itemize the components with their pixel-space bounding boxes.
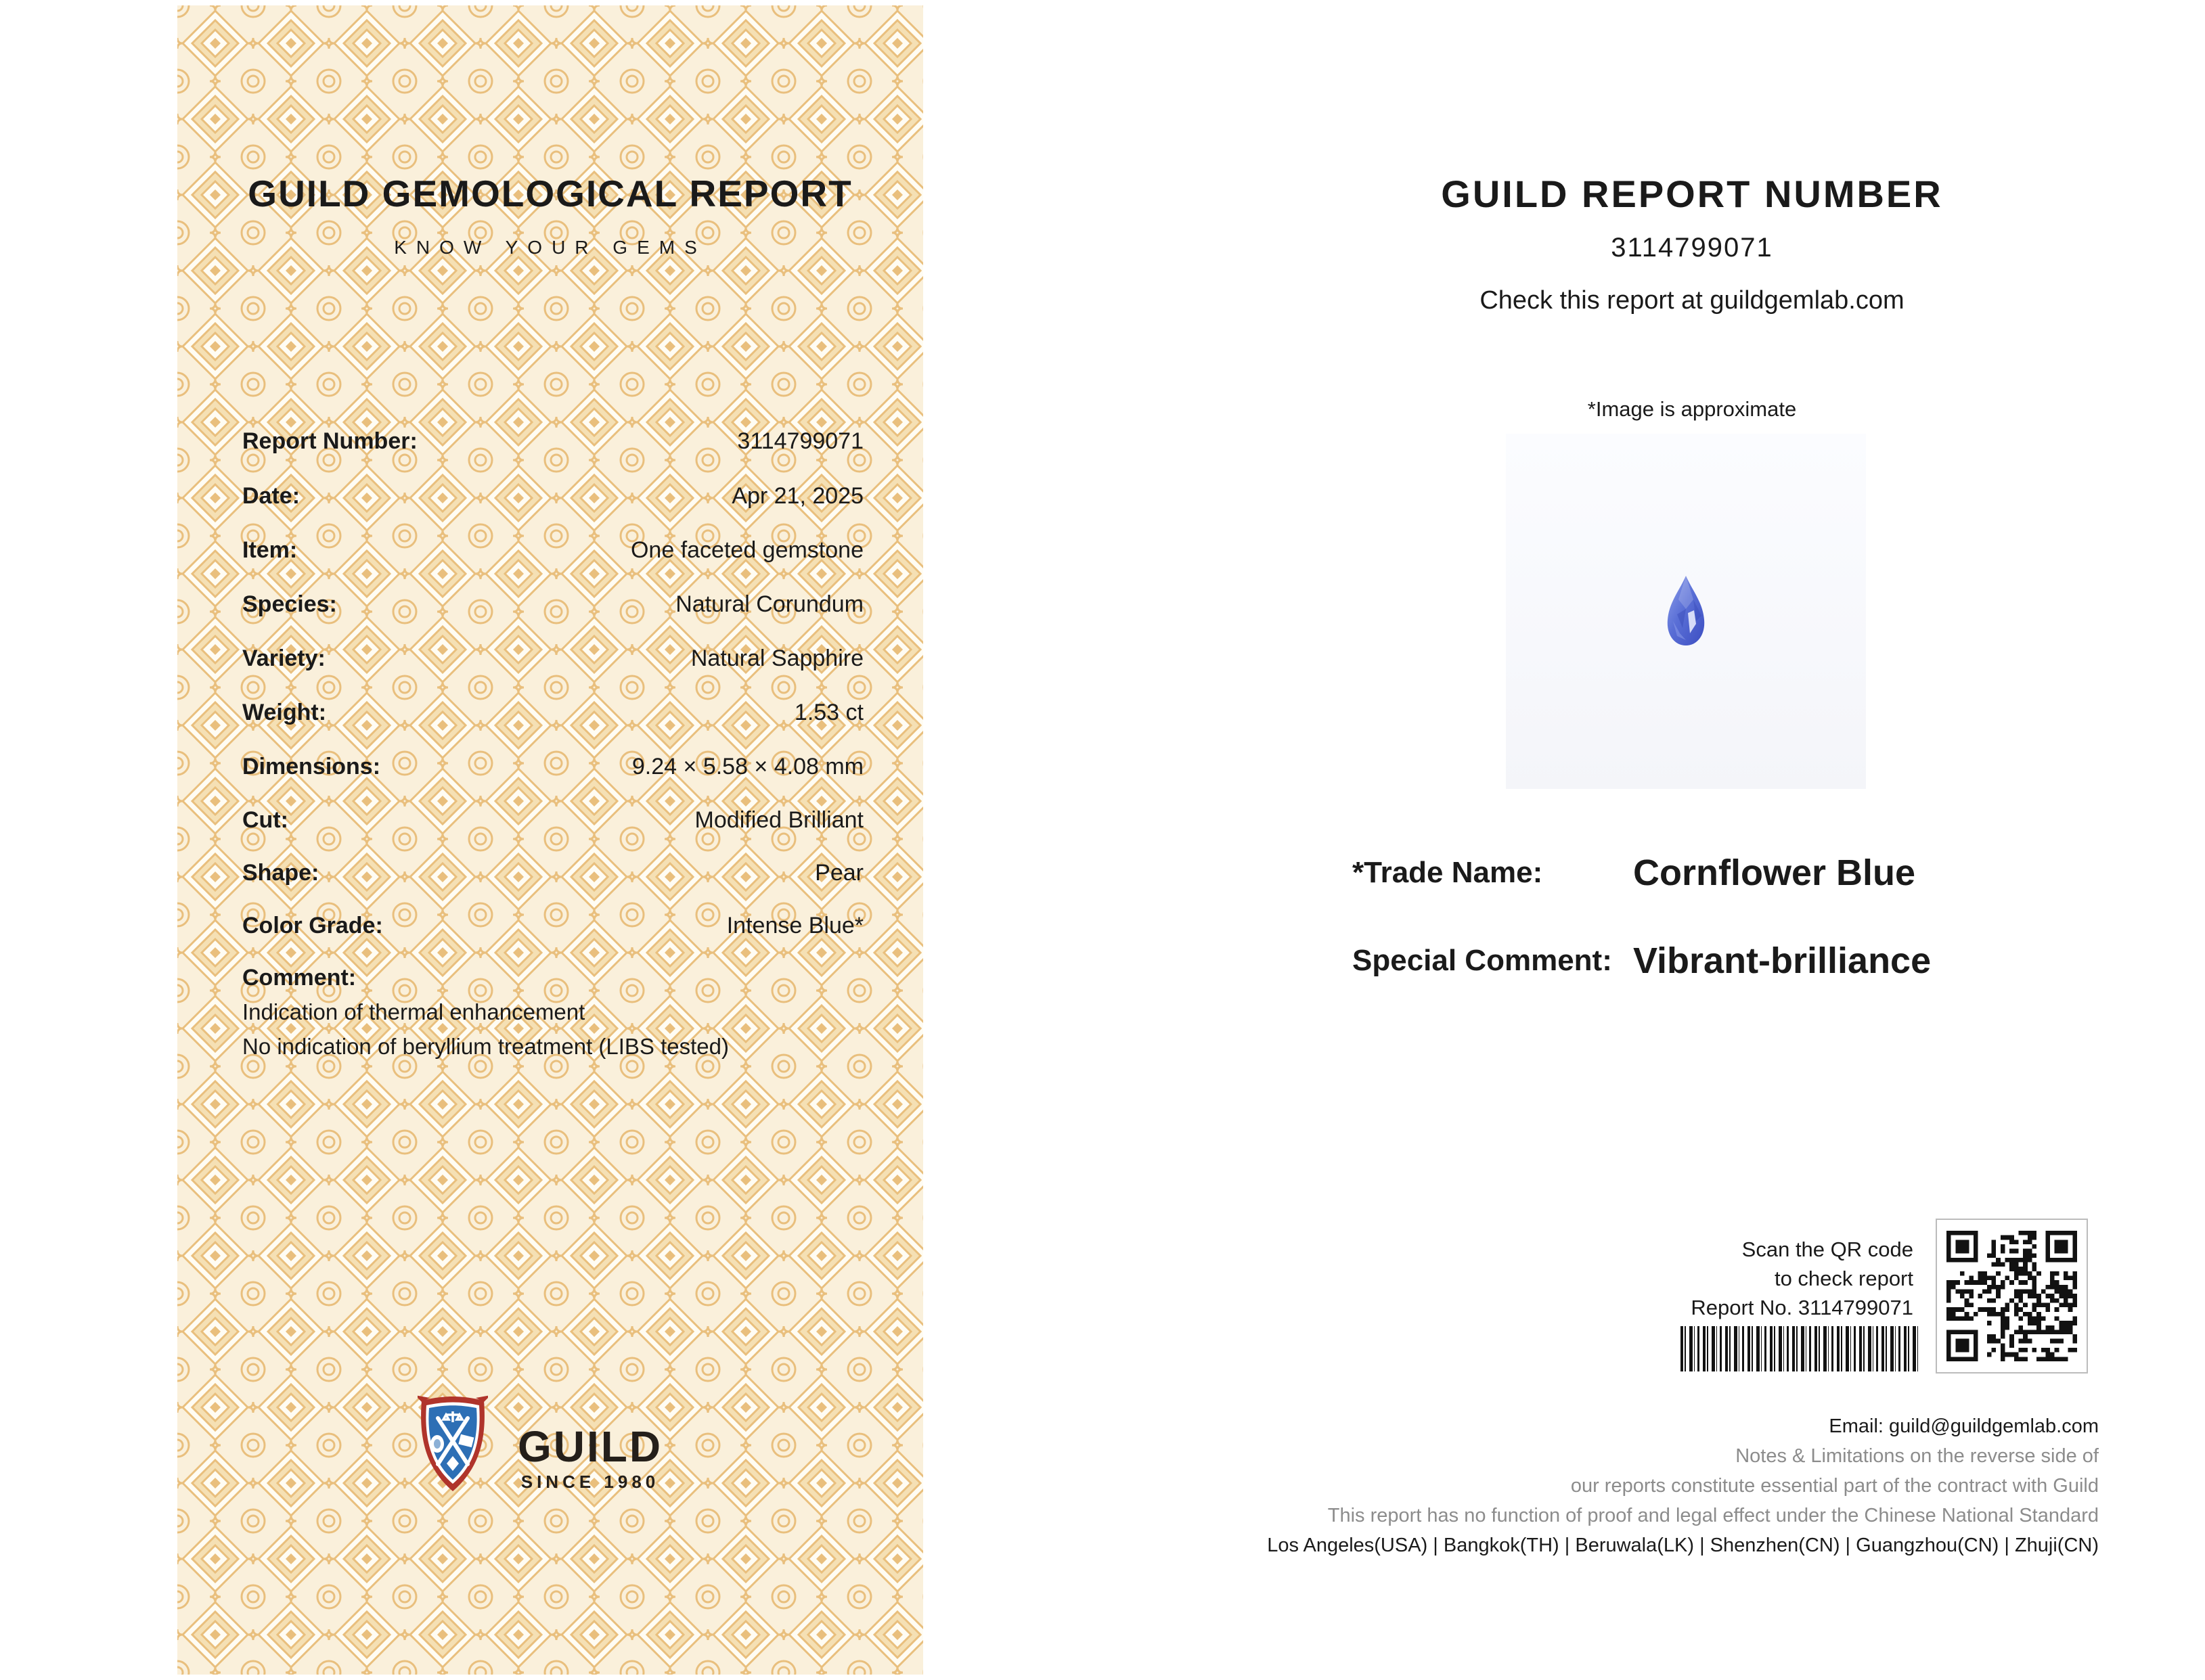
guild-wordmark: GUILD [517,1422,663,1471]
row-variety [242,644,864,673]
row-cut [242,806,864,834]
row-label: Date: [242,483,300,509]
qr-caption-line-2: to check report [1774,1267,1913,1290]
row-dimensions [242,752,864,781]
special-comment-label: Special Comment: [1352,944,1612,977]
row-value: 3114799071 [737,428,864,454]
footer-notes-1: Notes & Limitations on the reverse side of [1735,1445,2099,1467]
report-subtitle: KNOW YOUR GEMS [394,237,707,258]
sapphire-gem-image [1664,574,1708,648]
row-color-grade [242,911,864,940]
qr-caption-block [1440,1235,1913,1322]
guild-shield-logo-icon [418,1394,488,1494]
row-value: Natural Corundum [675,591,864,617]
image-approximate-note: *Image is approximate [1587,397,1797,421]
row-label: Species: [242,591,337,617]
row-value: Pear [815,860,864,886]
special-comment-value: Vibrant-brilliance [1633,940,1932,981]
row-value: Natural Sapphire [690,645,864,671]
check-report-line: Check this report at guildgemlab.com [1479,286,1905,315]
row-value: Apr 21, 2025 [732,483,864,509]
footer-email: Email: guild@guildgemlab.com [1829,1415,2099,1437]
footer-notes-2: our reports constitute essential part of the contract with Guild [1570,1475,2099,1497]
row-label: Shape: [242,860,319,886]
footer-notes-3: This report has no function of proof and legal effect under the Chinese National Standard [1327,1505,2099,1526]
row-species [242,590,864,618]
qr-caption-line-1: Scan the QR code [1741,1238,1913,1261]
certificate-left-panel [177,5,923,1675]
row-value: One faceted gemstone [630,537,864,563]
trade-name-label: *Trade Name: [1352,856,1543,889]
row-value: Modified Brilliant [694,807,864,833]
qr-caption-line-3: Report No. 3114799071 [1691,1296,1913,1319]
row-label: Color Grade: [242,913,383,938]
guild-since-label: SINCE 1980 [520,1472,660,1492]
guild-logo-text [489,1423,692,1493]
report-number-value: 3114799071 [1611,233,1773,263]
row-label: Item: [242,537,298,563]
trade-name-value: Cornflower Blue [1633,853,1916,893]
row-value: 1.53 ct [794,700,864,725]
row-label: Report Number: [242,428,418,454]
row-label: Weight: [242,700,327,725]
report-barcode [1680,1326,1919,1371]
comment-line-1: Indication of thermal enhancement [242,999,585,1024]
footer-locations: Los Angeles(USA) | Bangkok(TH) | Beruwala(LK) | Shenzhen(CN) | Guangzhou(CN) | Zhuji(CN) [1267,1535,2099,1556]
qr-code [1936,1219,2088,1373]
row-shape [242,859,864,887]
row-report-number [242,427,864,455]
row-item [242,536,864,564]
row-label: Variety: [242,645,326,671]
comment-label: Comment: [242,965,357,991]
row-weight [242,698,864,727]
row-label: Dimensions: [242,754,381,779]
row-value: Intense Blue* [726,913,864,938]
qr-code-svg [1946,1229,2077,1363]
footer-block [1084,1411,2099,1560]
comment-line-2: No indication of beryllium treatment (LIBS tested) [242,1034,729,1059]
report-title: GUILD GEMOLOGICAL REPORT [248,173,853,214]
guild-report-number-heading: GUILD REPORT NUMBER [1441,173,1943,215]
row-date [242,482,864,510]
gemstone-photo-panel [1506,434,1866,789]
row-value: 9.24 × 5.58 × 4.08 mm [631,754,864,779]
row-label: Cut: [242,807,288,833]
